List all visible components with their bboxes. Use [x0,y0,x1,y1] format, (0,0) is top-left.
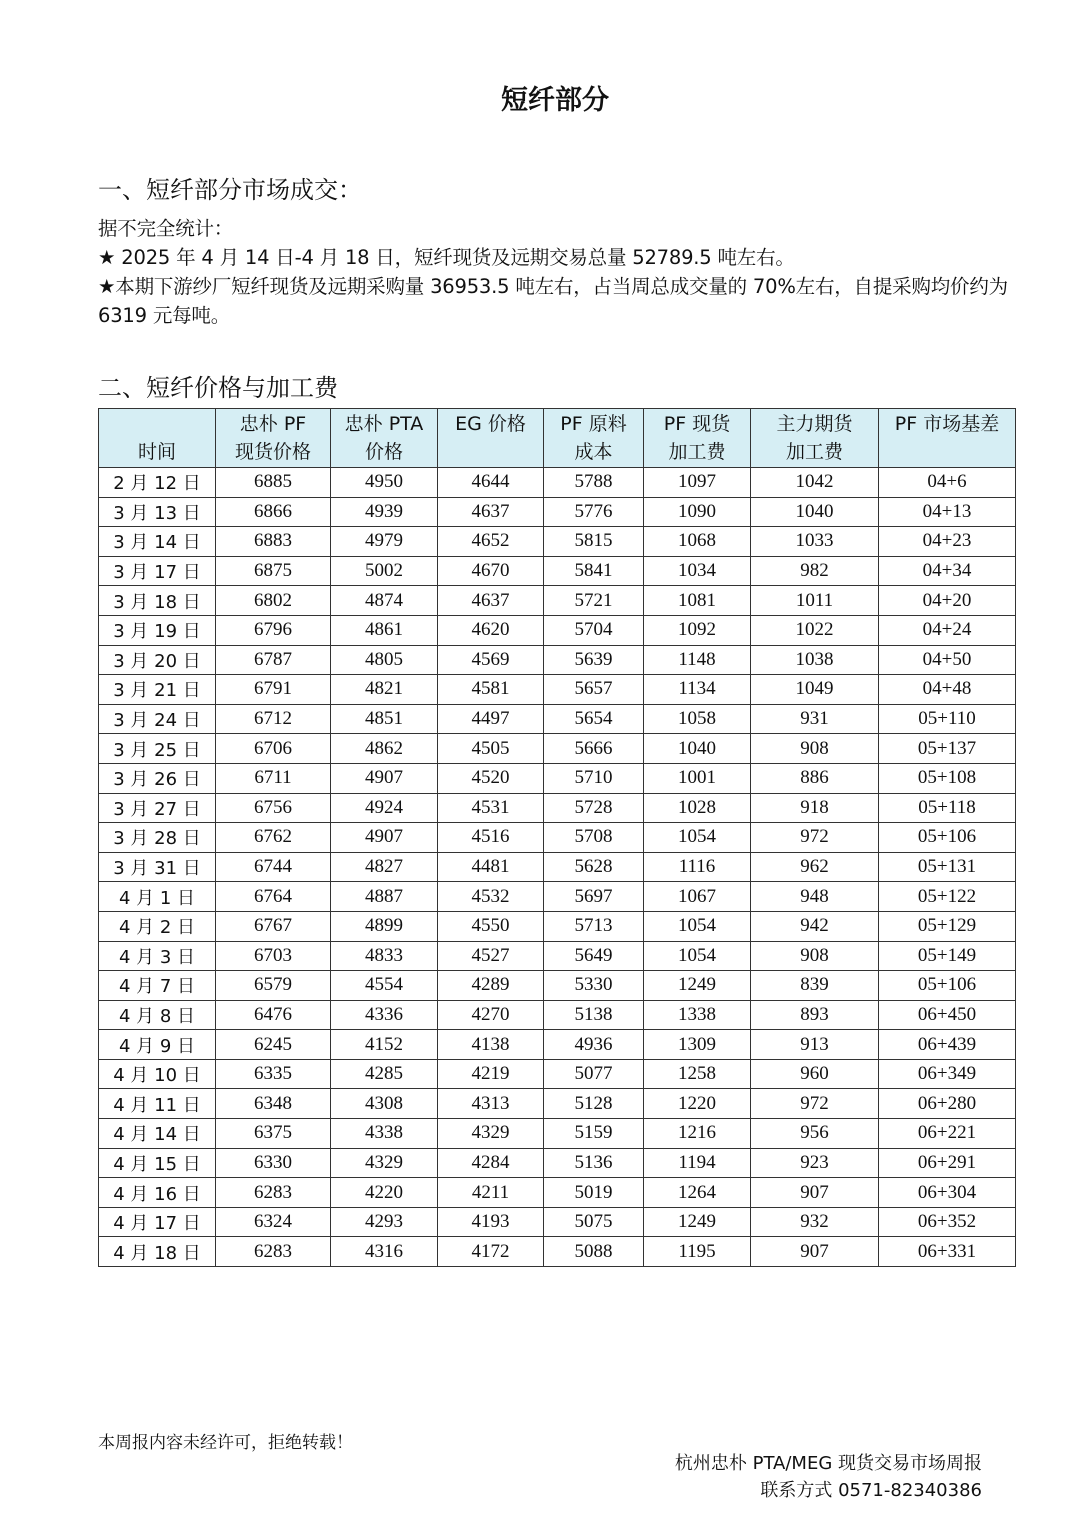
table-cell: 4862 [331,734,438,764]
table-cell: 4220 [331,1178,438,1208]
column-header [216,409,331,468]
table-cell: 931 [751,704,879,734]
table-row [99,675,1016,705]
row-date: 4 月 3 日 [99,941,216,971]
table-cell: 6791 [216,675,331,705]
copyright-notice: 本周报内容未经许可，拒绝转载！ [98,1433,353,1453]
table-cell: 1134 [644,675,751,705]
table-cell: 1067 [644,882,751,912]
row-date: 4 月 17 日 [99,1207,216,1237]
table-cell: 1097 [644,468,751,498]
table-cell: 4193 [438,1207,544,1237]
table-cell: 5639 [544,645,644,675]
summary-total-volume: ★ 2025 年 4 月 14 日-4 月 18 日，短纤现货及远期交易总量 52789.5 吨左右。 [98,246,795,269]
row-date: 4 月 11 日 [99,1089,216,1119]
table-cell: 1034 [644,556,751,586]
table-cell: 4924 [331,793,438,823]
row-date: 4 月 10 日 [99,1059,216,1089]
table-cell: 1054 [644,941,751,971]
table-cell: 04+6 [879,468,1016,498]
table-cell: 960 [751,1059,879,1089]
table-cell: 5649 [544,941,644,971]
table-row [99,527,1016,557]
column-header-line1: 忠朴 PTA [344,413,424,435]
table-cell: 06+304 [879,1178,1016,1208]
table-cell: 04+23 [879,527,1016,557]
table-cell: 6348 [216,1089,331,1119]
table-cell: 5728 [544,793,644,823]
table-cell: 4497 [438,704,544,734]
table-cell: 6866 [216,497,331,527]
row-date: 4 月 15 日 [99,1148,216,1178]
table-cell: 982 [751,556,879,586]
row-date: 3 月 14 日 [99,527,216,557]
table-cell: 5710 [544,763,644,793]
table-cell: 1001 [644,763,751,793]
table-row [99,793,1016,823]
row-date: 3 月 18 日 [99,586,216,616]
column-header [331,409,438,468]
table-cell: 1090 [644,497,751,527]
table-cell: 04+48 [879,675,1016,705]
table-row [99,556,1016,586]
table-cell: 6706 [216,734,331,764]
row-date: 3 月 24 日 [99,704,216,734]
table-cell: 04+50 [879,645,1016,675]
table-row [99,911,1016,941]
row-date: 4 月 16 日 [99,1178,216,1208]
column-header-line2 [879,438,1015,466]
table-cell: 6885 [216,468,331,498]
table-cell: 4270 [438,1000,544,1030]
table-cell: 1040 [644,734,751,764]
table-cell: 4308 [331,1089,438,1119]
table-cell: 5002 [331,556,438,586]
table-cell: 1264 [644,1178,751,1208]
table-cell: 6703 [216,941,331,971]
row-date: 4 月 14 日 [99,1119,216,1149]
row-date: 3 月 28 日 [99,823,216,853]
table-cell: 4527 [438,941,544,971]
table-cell: 5159 [544,1119,644,1149]
table-cell: 05+106 [879,971,1016,1001]
table-cell: 1058 [644,704,751,734]
table-cell: 1148 [644,645,751,675]
table-cell: 5815 [544,527,644,557]
table-cell: 4336 [331,1000,438,1030]
table-cell: 5841 [544,556,644,586]
table-cell: 4637 [438,497,544,527]
table-row [99,615,1016,645]
table-cell: 4652 [438,527,544,557]
table-cell: 6787 [216,645,331,675]
table-cell: 1194 [644,1148,751,1178]
table-cell: 4637 [438,586,544,616]
table-cell: 962 [751,852,879,882]
table-cell: 4939 [331,497,438,527]
row-date: 4 月 18 日 [99,1237,216,1267]
table-cell: 4219 [438,1059,544,1089]
table-cell: 839 [751,971,879,1001]
table-cell: 4505 [438,734,544,764]
table-cell: 1216 [644,1119,751,1149]
table-cell: 4569 [438,645,544,675]
table-header-row [99,409,1016,468]
table-cell: 06+291 [879,1148,1016,1178]
table-cell: 1249 [644,1207,751,1237]
table-row [99,586,1016,616]
table-cell: 05+129 [879,911,1016,941]
column-header [544,409,644,468]
table-row [99,734,1016,764]
table-cell: 4833 [331,941,438,971]
table-row [99,852,1016,882]
column-header-line2: 时间 [137,441,176,463]
table-cell: 6756 [216,793,331,823]
table-row [99,1059,1016,1089]
table-cell: 4284 [438,1148,544,1178]
table-cell: 4644 [438,468,544,498]
table-cell: 4285 [331,1059,438,1089]
table-cell: 4532 [438,882,544,912]
table-row [99,468,1016,498]
table-cell: 948 [751,882,879,912]
table-cell: 06+331 [879,1237,1016,1267]
table-cell: 4670 [438,556,544,586]
table-cell: 1338 [644,1000,751,1030]
row-date: 3 月 26 日 [99,763,216,793]
table-cell: 5088 [544,1237,644,1267]
row-date: 4 月 7 日 [99,971,216,1001]
column-header-line2 [438,438,543,466]
table-cell: 972 [751,823,879,853]
table-cell: 05+149 [879,941,1016,971]
column-header-line1: PF 原料 [560,413,627,435]
table-cell: 5657 [544,675,644,705]
table-row [99,1207,1016,1237]
table-cell: 5713 [544,911,644,941]
table-cell: 886 [751,763,879,793]
table-cell: 5330 [544,971,644,1001]
table-cell: 06+221 [879,1119,1016,1149]
table-cell: 6283 [216,1237,331,1267]
table-cell: 5628 [544,852,644,882]
table-cell: 6802 [216,586,331,616]
column-header-line1: EG 价格 [455,413,526,435]
row-date: 3 月 27 日 [99,793,216,823]
table-cell: 918 [751,793,879,823]
row-date: 3 月 19 日 [99,615,216,645]
section-heading-market-deals: 一、短纤部分市场成交： [98,176,362,204]
table-cell: 5019 [544,1178,644,1208]
table-cell: 4861 [331,615,438,645]
table-cell: 5138 [544,1000,644,1030]
table-cell: 1033 [751,527,879,557]
table-cell: 6796 [216,615,331,645]
table-cell: 5075 [544,1207,644,1237]
table-cell: 1309 [644,1030,751,1060]
table-cell: 4899 [331,911,438,941]
row-date: 3 月 20 日 [99,645,216,675]
table-cell: 4936 [544,1030,644,1060]
table-cell: 6476 [216,1000,331,1030]
row-date: 3 月 31 日 [99,852,216,882]
table-cell: 05+122 [879,882,1016,912]
table-cell: 932 [751,1207,879,1237]
table-cell: 4289 [438,971,544,1001]
table-cell: 1042 [751,468,879,498]
table-cell: 5697 [544,882,644,912]
table-cell: 6767 [216,911,331,941]
table-cell: 6712 [216,704,331,734]
table-cell: 06+352 [879,1207,1016,1237]
table-cell: 04+24 [879,615,1016,645]
table-row [99,497,1016,527]
table-cell: 6283 [216,1178,331,1208]
table-cell: 5788 [544,468,644,498]
table-cell: 4620 [438,615,544,645]
table-cell: 5721 [544,586,644,616]
table-cell: 5704 [544,615,644,645]
column-header [438,409,544,468]
table-cell: 5666 [544,734,644,764]
table-cell: 5776 [544,497,644,527]
table-cell: 893 [751,1000,879,1030]
table-row [99,1000,1016,1030]
table-cell: 4581 [438,675,544,705]
table-cell: 1220 [644,1089,751,1119]
table-cell: 05+137 [879,734,1016,764]
table-cell: 04+13 [879,497,1016,527]
table-cell: 4950 [331,468,438,498]
table-cell: 04+34 [879,556,1016,586]
row-date: 3 月 21 日 [99,675,216,705]
table-cell: 06+280 [879,1089,1016,1119]
table-cell: 1081 [644,586,751,616]
table-row [99,1089,1016,1119]
column-header [99,409,216,468]
market-summary [98,214,1018,330]
page-title: 短纤部分 [501,85,609,116]
table-cell: 5136 [544,1148,644,1178]
table-row [99,823,1016,853]
row-date: 4 月 2 日 [99,911,216,941]
table-cell: 6764 [216,882,331,912]
table-row [99,704,1016,734]
table-cell: 972 [751,1089,879,1119]
row-date: 4 月 9 日 [99,1030,216,1060]
row-date: 4 月 8 日 [99,1000,216,1030]
table-cell: 1195 [644,1237,751,1267]
table-cell: 05+108 [879,763,1016,793]
column-header-line2: 加工费 [785,441,843,463]
table-cell: 4329 [438,1119,544,1149]
table-cell: 6883 [216,527,331,557]
contact-info: 联系方式 0571-82340386 [760,1480,982,1501]
row-date: 3 月 25 日 [99,734,216,764]
column-header-line2: 加工费 [668,441,726,463]
table-cell: 4211 [438,1178,544,1208]
table-cell: 4313 [438,1089,544,1119]
publisher-info [675,1450,982,1504]
row-date: 2 月 12 日 [99,468,216,498]
table-cell: 6324 [216,1207,331,1237]
table-cell: 1022 [751,615,879,645]
table-cell: 6330 [216,1148,331,1178]
table-cell: 1068 [644,527,751,557]
table-cell: 1028 [644,793,751,823]
column-header [751,409,879,468]
table-cell: 1049 [751,675,879,705]
table-cell: 4531 [438,793,544,823]
column-header-line2: 现货价格 [234,441,311,463]
summary-downstream-purchase: ★本期下游纱厂短纤现货及远期采购量 36953.5 吨左右，占当周总成交量的 70%左右，自提采购均价约为 6319 元每吨。 [98,275,1008,327]
table-cell: 4316 [331,1237,438,1267]
table-cell: 05+131 [879,852,1016,882]
table-row [99,882,1016,912]
table-cell: 5128 [544,1089,644,1119]
table-body [99,468,1016,1267]
table-cell: 04+20 [879,586,1016,616]
table-row [99,941,1016,971]
table-cell: 4550 [438,911,544,941]
table-cell: 05+110 [879,704,1016,734]
table-row [99,763,1016,793]
table-cell: 6375 [216,1119,331,1149]
column-header-line1: PF 市场基差 [894,413,1000,435]
row-date: 4 月 1 日 [99,882,216,912]
column-header [644,409,751,468]
table-cell: 1092 [644,615,751,645]
row-date: 3 月 13 日 [99,497,216,527]
table-cell: 4338 [331,1119,438,1149]
table-row [99,1148,1016,1178]
summary-intro: 据不完全统计： [98,217,234,240]
table-cell: 4554 [331,971,438,1001]
table-cell: 956 [751,1119,879,1149]
table-row [99,1237,1016,1267]
table-cell: 1116 [644,852,751,882]
publisher-name: 杭州忠朴 PTA/MEG 现货交易市场周报 [674,1453,982,1474]
column-header-line1: PF 现货 [663,413,731,435]
table-cell: 6245 [216,1030,331,1060]
table-cell: 908 [751,734,879,764]
table-cell: 1038 [751,645,879,675]
table-row [99,645,1016,675]
table-cell: 907 [751,1178,879,1208]
table-cell: 4293 [331,1207,438,1237]
table-cell: 1054 [644,911,751,941]
table-cell: 4821 [331,675,438,705]
table-cell: 4520 [438,763,544,793]
table-cell: 4329 [331,1148,438,1178]
table-cell: 1249 [644,971,751,1001]
table-cell: 4481 [438,852,544,882]
table-cell: 4887 [331,882,438,912]
table-cell: 06+450 [879,1000,1016,1030]
table-cell: 4138 [438,1030,544,1060]
table-cell: 06+349 [879,1059,1016,1089]
table-cell: 4979 [331,527,438,557]
table-cell: 1040 [751,497,879,527]
column-header-line2: 价格 [364,441,403,463]
table-cell: 4827 [331,852,438,882]
table-cell: 5077 [544,1059,644,1089]
table-row [99,1030,1016,1060]
table-cell: 908 [751,941,879,971]
table-cell: 6579 [216,971,331,1001]
price-fee-table [98,408,1016,1267]
table-row [99,1119,1016,1149]
table-cell: 4907 [331,763,438,793]
table-cell: 923 [751,1148,879,1178]
table-cell: 1258 [644,1059,751,1089]
table-cell: 05+106 [879,823,1016,853]
table-cell: 4907 [331,823,438,853]
table-cell: 942 [751,911,879,941]
table-cell: 4851 [331,704,438,734]
column-header-line1: 主力期货 [776,413,853,435]
table-cell: 1054 [644,823,751,853]
table-cell: 6335 [216,1059,331,1089]
row-date: 3 月 17 日 [99,556,216,586]
table-cell: 4152 [331,1030,438,1060]
table-cell: 05+118 [879,793,1016,823]
table-cell: 6744 [216,852,331,882]
table-row [99,971,1016,1001]
table-cell: 4172 [438,1237,544,1267]
column-header [879,409,1016,468]
table-cell: 06+439 [879,1030,1016,1060]
column-header-line1 [99,410,215,438]
table-cell: 913 [751,1030,879,1060]
table-cell: 4874 [331,586,438,616]
section-heading-price-fees: 二、短纤价格与加工费 [98,374,338,402]
table-cell: 5708 [544,823,644,853]
table-cell: 907 [751,1237,879,1267]
table-row [99,1178,1016,1208]
table-cell: 1011 [751,586,879,616]
column-header-line2: 成本 [574,441,613,463]
column-header-line1: 忠朴 PF [239,413,307,435]
table-cell: 4516 [438,823,544,853]
table-cell: 6875 [216,556,331,586]
table-cell: 6762 [216,823,331,853]
table-cell: 6711 [216,763,331,793]
table-cell: 5654 [544,704,644,734]
table-cell: 4805 [331,645,438,675]
